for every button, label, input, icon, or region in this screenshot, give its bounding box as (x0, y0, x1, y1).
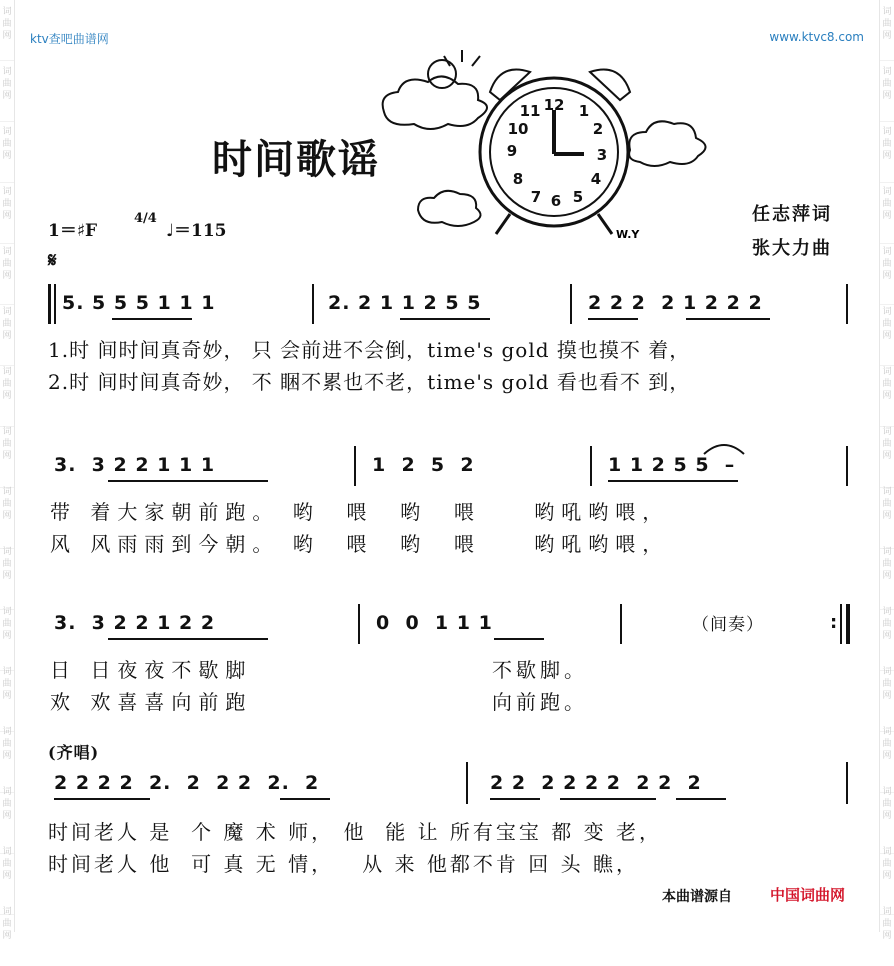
song-title: 时间歌谣 (212, 136, 380, 183)
barline-row1-end (846, 284, 848, 324)
notes-row1-measure2: 2. 2 1 1 2 5 5 (328, 292, 482, 314)
repeat-end-thin-barline (840, 604, 842, 644)
beam-row4-m2b (560, 798, 656, 800)
barline-row2-a (354, 446, 356, 486)
beam-row1-m3b (686, 318, 770, 320)
notes-row3-measure1: 3. 3 2 2 1 2 2 (54, 612, 216, 634)
repeat-end-dots: : (830, 612, 838, 633)
svg-text:4: 4 (590, 170, 602, 188)
beam-row4-m2c (676, 798, 726, 800)
notes-row3-measure2: 0 0 1 1 1 (376, 612, 493, 634)
lyric-row3-verse2-end: 向前跑。 (492, 690, 588, 714)
repeat-start-barline (48, 284, 51, 324)
left-watermark-text: 词 曲 网 词 曲 网 词 曲 网 词 曲 网 词 曲 网 词 曲 网 词 曲 网 词 曲 网 词 曲 网 词 曲 网 词 曲 网 词 曲 网 词 曲 网 词 曲 网 词 曲 网 词 曲 网 (2, 7, 12, 941)
svg-text:8: 8 (512, 170, 524, 188)
notes-row1-measure3: 2 2 2 2 1 2 2 2 (588, 292, 763, 314)
unison-label: (齐唱) (48, 743, 100, 762)
svg-text:1: 1 (578, 102, 590, 120)
svg-text:11: 11 (519, 102, 541, 120)
beam-row4-m2a (490, 798, 540, 800)
notes-row2-measure2: 1 2 5 2 (372, 454, 475, 476)
notes-row2-measure3: 1 1 2 5 5 – (608, 454, 736, 476)
svg-text:6: 6 (550, 192, 562, 210)
svg-text:10: 10 (507, 120, 529, 138)
svg-text:3: 3 (596, 146, 608, 164)
notes-row4-measure1: 2 2 2 2 2. 2 2 2 2. 2 (54, 772, 320, 794)
svg-text:2: 2 (592, 120, 604, 138)
time-signature: 4/4 (134, 211, 157, 226)
header-left-site[interactable]: ktv查吧曲谱网 (30, 32, 109, 46)
barline-row1-a (312, 284, 314, 324)
notes-row2-measure1: 3. 3 2 2 1 1 1 (54, 454, 216, 476)
tempo-marking: ♩＝115 (166, 221, 227, 241)
lyric-row4-verse2: 时间老人 他 可 真 无 情， 从 来 他都不肯 回 头 瞧， (48, 852, 640, 876)
header-right-site[interactable]: www.ktvc8.com (769, 30, 864, 44)
barline-row4-a (466, 762, 468, 804)
lyric-row1-verse1: 1.时 间时间真奇妙， 只 会前进不会倒，time's gold 摸也摸不 着， (48, 338, 691, 362)
repeat-end-thick-barline (846, 604, 850, 644)
barline-row3-b (620, 604, 622, 644)
left-watermark-strip (0, 0, 15, 941)
clock-signature: W.Y (616, 228, 640, 241)
lyric-row3-verse1-end: 不歇脚。 (492, 658, 588, 682)
notes-row1-measure1: 5. 5 5 5 1 1 1 (62, 292, 216, 314)
composer-credit: 张大力曲 (752, 238, 832, 259)
right-watermark-text: 词 曲 网 词 曲 网 词 曲 网 词 曲 网 词 曲 网 词 曲 网 词 曲 网 词 曲 网 词 曲 网 词 曲 网 词 曲 网 词 曲 网 词 曲 网 词 曲 网 词 曲 网 词 曲 网 (882, 7, 892, 941)
svg-text:7: 7 (530, 188, 542, 206)
beam-row4-m1b (280, 798, 330, 800)
notes-row4-measure2: 2 2 2 2 2 2 2 2 2 (490, 772, 702, 794)
beam-row3-m2 (494, 638, 544, 640)
lyric-row2-verse1: 带 着大家朝前跑。 哟 喂 哟 喂 哟吼哟喂， (50, 500, 670, 524)
beam-row2-m3 (608, 480, 738, 482)
segno-sign: 𝄋 (48, 248, 57, 272)
lyric-row1-verse2: 2.时 间时间真奇妙， 不 睏不累也不老，time's gold 看也看不 到， (48, 370, 691, 394)
barline-row3-a (358, 604, 360, 644)
barline-row2-end (846, 446, 848, 486)
right-watermark-strip (879, 0, 894, 941)
lyricist-credit: 任志萍词 (752, 204, 832, 225)
interlude-label: （间奏） (692, 615, 764, 635)
beam-row2-m1 (108, 480, 268, 482)
svg-text:5: 5 (572, 188, 584, 206)
barline-row4-end (846, 762, 848, 804)
key-signature: 1＝♯F (48, 221, 98, 241)
beam-row1-m2 (400, 318, 490, 320)
barline-row2-b (590, 446, 592, 486)
tie-arc (700, 440, 748, 456)
lyric-row3-verse2: 欢 欢喜喜向前跑 (50, 690, 253, 714)
svg-text:12: 12 (543, 96, 565, 114)
repeat-start-thin-barline (54, 284, 56, 324)
lyric-row3-verse1: 日 日夜夜不歇脚 (50, 658, 253, 682)
beam-row1-m1 (112, 318, 192, 320)
lyric-row4-verse1: 时间老人 是 个 魔 术 师， 他 能 让 所有宝宝 都 变 老， (48, 820, 663, 844)
beam-row1-m3a (588, 318, 638, 320)
beam-row3-m1 (108, 638, 268, 640)
footer-source-label: 本曲谱源自 (662, 889, 732, 905)
barline-row1-b (570, 284, 572, 324)
lyric-row2-verse2: 风 风雨雨到今朝。 哟 喂 哟 喂 哟吼哟喂， (50, 532, 670, 556)
svg-text:9: 9 (506, 142, 518, 160)
footer-source-site[interactable]: 中国词曲网 (770, 886, 846, 904)
beam-row4-m1a (54, 798, 150, 800)
alarm-clock-illustration (372, 42, 722, 247)
